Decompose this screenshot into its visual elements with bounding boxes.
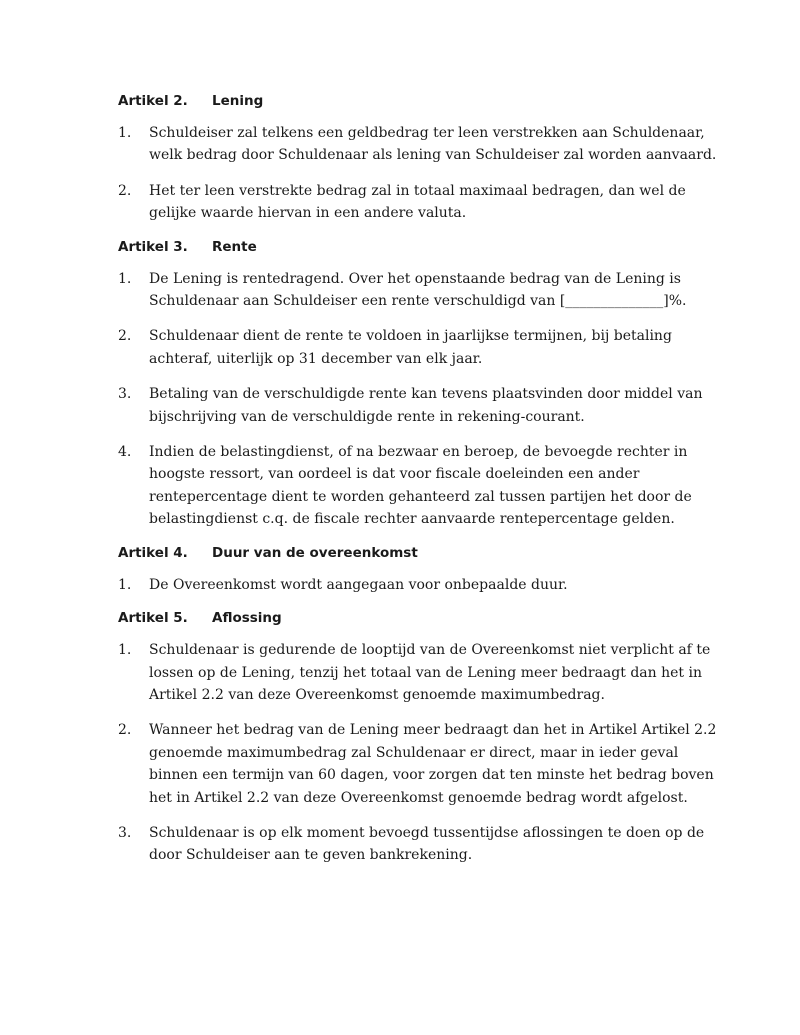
article-title: Lening [212, 93, 264, 109]
article-section [118, 544, 688, 596]
clause [118, 822, 705, 867]
clause [118, 639, 711, 706]
clause-line: door Schuldeiser aan te geven bankrekening. [149, 847, 473, 864]
clause-text [149, 719, 717, 809]
clause-line: Indien de belastingdienst, of na bezwaar en beroep, de bevoegde rechter in [149, 444, 688, 461]
article-title: Aflossing [212, 610, 282, 627]
clause-line: De Lening is rentedragend. Over het openstaande bedrag van de Lening is [149, 270, 681, 287]
clause-line: bijschrijving van de verschuldigde rente in rekening-courant. [149, 408, 585, 425]
clause-line: lossen op de Lening, tenzij het totaal van de Lening meer bedraagt dan het in [149, 664, 702, 681]
clause-line: belastingdienst c.q. de fiscale rechter aanvaarde rentepercentage gelden. [149, 511, 675, 528]
article-section [118, 238, 703, 531]
clause-line: het in Artikel 2.2 van deze Overeenkomst genoemde bedrag wordt afgelost. [149, 789, 688, 806]
clause-line: Schuldenaar dient de rente te voldoen in jaarlijkse termijnen, bij betaling [149, 328, 672, 345]
clause-text [149, 180, 688, 225]
article-heading [118, 92, 688, 110]
article-number: Artikel 5. [118, 610, 188, 627]
clause [118, 574, 688, 596]
clause-number: 2. [118, 328, 132, 345]
article-number: Artikel 3. [118, 238, 188, 255]
article-section [118, 609, 717, 867]
clause [118, 383, 703, 428]
clause-line: welk bedrag door Schuldenaar als lening van Schuldeiser zal worden aanvaard. [149, 147, 717, 164]
article-section [118, 92, 717, 225]
clause-list [118, 268, 703, 531]
clause-list [118, 574, 688, 596]
clause-line: rentepercentage dient te worden gehanteerd zal tussen partijen het door de [149, 488, 692, 505]
clause-line: genoemde maximumbedrag zal Schuldenaar er direct, maar in ieder geval [149, 744, 679, 761]
clause [118, 122, 717, 167]
document-content [118, 92, 717, 880]
article-title: Rente [212, 238, 257, 255]
clause-number: 1. [118, 576, 132, 593]
clause-number: 1. [118, 270, 132, 287]
article-heading [118, 609, 688, 627]
clause-line: Wanneer het bedrag van de Lening meer bedraagt dan het in Artikel Artikel 2.2 [149, 722, 717, 739]
clause-text [149, 574, 688, 596]
clause-number: 1. [118, 642, 132, 659]
clause-text [149, 822, 705, 867]
article-number: Artikel 4. [118, 544, 188, 561]
clause-text [149, 639, 711, 706]
clause-line: gelijke waarde hiervan in een andere valuta. [149, 205, 467, 222]
clause-line: Betaling van de verschuldigde rente kan tevens plaatsvinden door middel van [149, 386, 703, 403]
clause-list [118, 639, 717, 867]
article-title: Duur van de overeenkomst [212, 544, 418, 561]
clause-text [149, 441, 692, 531]
clause-number: 4. [118, 444, 132, 461]
clause-text [149, 383, 703, 428]
clause-line: Schuldeiser zal telkens een geldbedrag ter leen verstrekken aan Schuldenaar, [149, 125, 705, 141]
clause [118, 719, 717, 809]
clause-number: 1. [118, 125, 132, 141]
clause-number: 2. [118, 182, 132, 199]
clause-number: 2. [118, 722, 132, 739]
clause-line: Schuldenaar is op elk moment bevoegd tussentijdse aflossingen te doen op de [149, 824, 705, 841]
clause-number: 3. [118, 824, 132, 841]
clause-line: Het ter leen verstrekte bedrag zal in totaal maximaal bedragen, dan wel de [149, 182, 686, 199]
clause [118, 441, 692, 531]
clause-line: Schuldenaar aan Schuldeiser een rente verschuldigd van [______________]%. [149, 293, 687, 310]
clause-line: Artikel 2.2 van deze Overeenkomst genoemde maximumbedrag. [149, 686, 605, 703]
clause-text [149, 325, 688, 370]
clause-list [118, 122, 717, 225]
clause-line: binnen een termijn van 60 dagen, voor zorgen dat ten minste het bedrag boven [149, 767, 714, 784]
clause [118, 268, 688, 313]
clause-line: hoogste ressort, van oordeel is dat voor fiscale doeleinden een ander [149, 466, 640, 483]
clause-text [149, 268, 688, 313]
clause-line: De Overeenkomst wordt aangegaan voor onbepaalde duur. [149, 576, 568, 593]
clause-text [149, 122, 717, 167]
clause [118, 180, 688, 225]
article-heading [118, 238, 688, 256]
clause-line: achteraf, uiterlijk op 31 december van elk jaar. [149, 350, 483, 367]
clause [118, 325, 688, 370]
clause-line: Schuldenaar is gedurende de looptijd van de Overeenkomst niet verplicht af te [149, 642, 711, 659]
clause-number: 3. [118, 386, 132, 403]
article-heading [118, 544, 688, 562]
article-number: Artikel 2. [118, 93, 188, 109]
